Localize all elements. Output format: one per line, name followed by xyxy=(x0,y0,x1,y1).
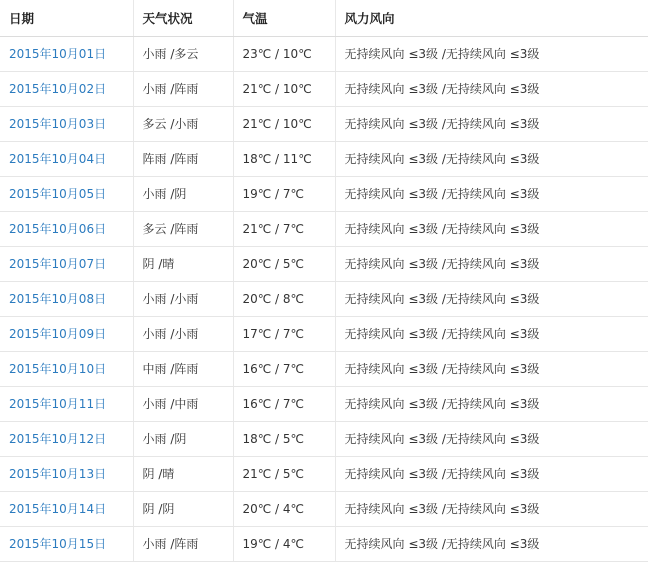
cell-temperature: 18℃ / 11℃ xyxy=(233,142,335,177)
cell-wind: 无持续风向 ≤3级 /无持续风向 ≤3级 xyxy=(335,527,648,562)
cell-temperature: 18℃ / 5℃ xyxy=(233,422,335,457)
cell-temperature: 19℃ / 4℃ xyxy=(233,527,335,562)
table-row xyxy=(0,142,648,177)
date-link[interactable]: 2015年10月06日 xyxy=(9,222,107,236)
column-header-date: 日期 xyxy=(0,0,133,37)
date-link[interactable]: 2015年10月12日 xyxy=(9,432,107,446)
table-body xyxy=(0,37,648,562)
cell-condition: 阴 /阴 xyxy=(133,492,233,527)
cell-wind: 无持续风向 ≤3级 /无持续风向 ≤3级 xyxy=(335,492,648,527)
cell-date xyxy=(0,107,133,142)
header-row xyxy=(0,0,648,37)
column-header-condition: 天气状况 xyxy=(133,0,233,37)
table-row xyxy=(0,212,648,247)
cell-date xyxy=(0,247,133,282)
date-link[interactable]: 2015年10月09日 xyxy=(9,327,107,341)
cell-temperature: 21℃ / 10℃ xyxy=(233,107,335,142)
cell-temperature: 19℃ / 7℃ xyxy=(233,177,335,212)
table-row xyxy=(0,457,648,492)
cell-date xyxy=(0,177,133,212)
cell-condition: 阵雨 /阵雨 xyxy=(133,142,233,177)
table-row xyxy=(0,422,648,457)
cell-date xyxy=(0,492,133,527)
table-row xyxy=(0,282,648,317)
date-link[interactable]: 2015年10月02日 xyxy=(9,82,107,96)
cell-condition: 小雨 /小雨 xyxy=(133,282,233,317)
cell-wind: 无持续风向 ≤3级 /无持续风向 ≤3级 xyxy=(335,37,648,72)
date-link[interactable]: 2015年10月03日 xyxy=(9,117,107,131)
cell-condition: 小雨 /小雨 xyxy=(133,317,233,352)
table-row xyxy=(0,177,648,212)
cell-date xyxy=(0,317,133,352)
cell-condition: 小雨 /中雨 xyxy=(133,387,233,422)
cell-temperature: 20℃ / 4℃ xyxy=(233,492,335,527)
cell-date xyxy=(0,527,133,562)
date-link[interactable]: 2015年10月13日 xyxy=(9,467,107,481)
cell-condition: 多云 /小雨 xyxy=(133,107,233,142)
cell-date xyxy=(0,142,133,177)
cell-wind: 无持续风向 ≤3级 /无持续风向 ≤3级 xyxy=(335,212,648,247)
cell-temperature: 21℃ / 5℃ xyxy=(233,457,335,492)
table-row xyxy=(0,387,648,422)
date-link[interactable]: 2015年10月11日 xyxy=(9,397,107,411)
cell-wind: 无持续风向 ≤3级 /无持续风向 ≤3级 xyxy=(335,177,648,212)
table-row xyxy=(0,527,648,562)
cell-temperature: 21℃ / 10℃ xyxy=(233,72,335,107)
date-link[interactable]: 2015年10月08日 xyxy=(9,292,107,306)
table-header xyxy=(0,0,648,37)
cell-condition: 阴 /晴 xyxy=(133,457,233,492)
cell-temperature: 17℃ / 7℃ xyxy=(233,317,335,352)
cell-wind: 无持续风向 ≤3级 /无持续风向 ≤3级 xyxy=(335,282,648,317)
column-header-wind: 风力风向 xyxy=(335,0,648,37)
cell-wind: 无持续风向 ≤3级 /无持续风向 ≤3级 xyxy=(335,387,648,422)
date-link[interactable]: 2015年10月07日 xyxy=(9,257,107,271)
cell-date xyxy=(0,37,133,72)
cell-temperature: 16℃ / 7℃ xyxy=(233,352,335,387)
cell-condition: 中雨 /阵雨 xyxy=(133,352,233,387)
table-row xyxy=(0,72,648,107)
date-link[interactable]: 2015年10月01日 xyxy=(9,47,107,61)
cell-wind: 无持续风向 ≤3级 /无持续风向 ≤3级 xyxy=(335,317,648,352)
cell-condition: 小雨 /多云 xyxy=(133,37,233,72)
cell-condition: 多云 /阵雨 xyxy=(133,212,233,247)
cell-wind: 无持续风向 ≤3级 /无持续风向 ≤3级 xyxy=(335,142,648,177)
cell-temperature: 23℃ / 10℃ xyxy=(233,37,335,72)
cell-wind: 无持续风向 ≤3级 /无持续风向 ≤3级 xyxy=(335,107,648,142)
cell-wind: 无持续风向 ≤3级 /无持续风向 ≤3级 xyxy=(335,247,648,282)
date-link[interactable]: 2015年10月14日 xyxy=(9,502,107,516)
table-row xyxy=(0,317,648,352)
cell-temperature: 20℃ / 8℃ xyxy=(233,282,335,317)
date-link[interactable]: 2015年10月05日 xyxy=(9,187,107,201)
cell-date xyxy=(0,457,133,492)
cell-temperature: 20℃ / 5℃ xyxy=(233,247,335,282)
cell-date xyxy=(0,72,133,107)
cell-temperature: 21℃ / 7℃ xyxy=(233,212,335,247)
column-header-temperature: 气温 xyxy=(233,0,335,37)
cell-date xyxy=(0,387,133,422)
cell-date xyxy=(0,422,133,457)
cell-wind: 无持续风向 ≤3级 /无持续风向 ≤3级 xyxy=(335,352,648,387)
cell-wind: 无持续风向 ≤3级 /无持续风向 ≤3级 xyxy=(335,422,648,457)
date-link[interactable]: 2015年10月15日 xyxy=(9,537,107,551)
cell-temperature: 16℃ / 7℃ xyxy=(233,387,335,422)
cell-condition: 阴 /晴 xyxy=(133,247,233,282)
table-row xyxy=(0,37,648,72)
cell-condition: 小雨 /阴 xyxy=(133,422,233,457)
table-row xyxy=(0,492,648,527)
cell-wind: 无持续风向 ≤3级 /无持续风向 ≤3级 xyxy=(335,72,648,107)
cell-condition: 小雨 /阴 xyxy=(133,177,233,212)
table-row xyxy=(0,107,648,142)
table-row xyxy=(0,352,648,387)
table-row xyxy=(0,247,648,282)
cell-condition: 小雨 /阵雨 xyxy=(133,527,233,562)
date-link[interactable]: 2015年10月10日 xyxy=(9,362,107,376)
date-link[interactable]: 2015年10月04日 xyxy=(9,152,107,166)
cell-date xyxy=(0,282,133,317)
cell-date xyxy=(0,352,133,387)
cell-wind: 无持续风向 ≤3级 /无持续风向 ≤3级 xyxy=(335,457,648,492)
cell-condition: 小雨 /阵雨 xyxy=(133,72,233,107)
cell-date xyxy=(0,212,133,247)
